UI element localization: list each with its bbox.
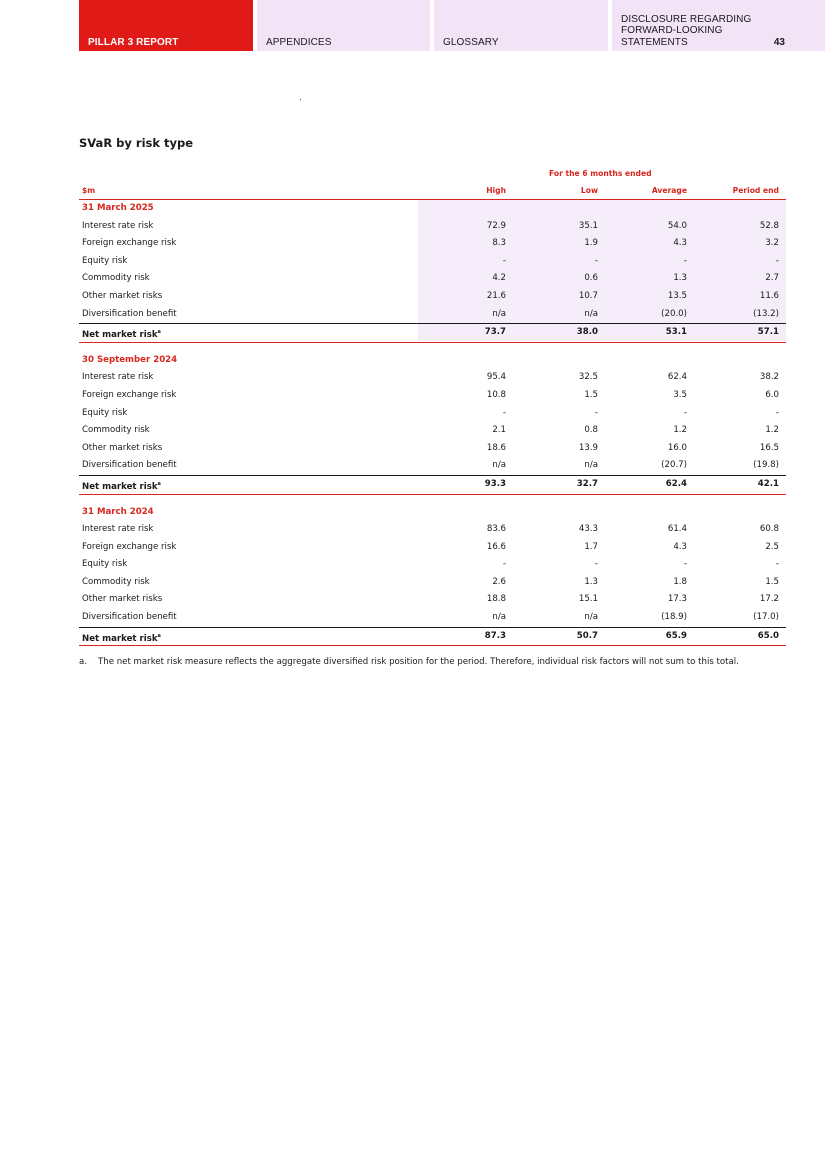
cell-low: 0.6 <box>584 273 598 284</box>
section-heading <box>79 504 786 522</box>
cell-period-end: 1.2 <box>765 425 779 436</box>
total-row <box>79 324 786 343</box>
cell-low: 15.1 <box>578 594 598 605</box>
cell-high: 83.6 <box>486 524 506 535</box>
total-cell-period-end: 42.1 <box>757 478 779 489</box>
tab-label: GLOSSARY <box>443 36 499 48</box>
table-row <box>79 591 786 609</box>
total-cell-average: 62.4 <box>665 478 687 489</box>
cell-high: - <box>502 407 506 418</box>
section-heading-label: 31 March 2025 <box>82 203 154 213</box>
cell-high: n/a <box>492 308 506 319</box>
table-row <box>79 369 786 387</box>
table-super-header <box>79 166 786 182</box>
cell-period-end: - <box>775 255 779 266</box>
cell-average: 54.0 <box>667 220 687 231</box>
cell-high: 2.1 <box>492 425 506 436</box>
cell-low: 35.1 <box>578 220 598 231</box>
tab-pillar-3-report[interactable] <box>79 0 253 51</box>
row-label: Diversification benefit <box>82 308 177 319</box>
row-label: Interest rate risk <box>82 220 154 231</box>
row-label: Commodity risk <box>82 273 150 284</box>
cell-period-end: 60.8 <box>759 524 779 535</box>
footnote-marker: a. <box>79 657 87 667</box>
tab-label: DISCLOSURE REGARDING FORWARD-LOOKING STATEMENTS <box>621 13 752 48</box>
total-label-text: Net market risk <box>82 633 158 644</box>
row-label: Interest rate risk <box>82 372 154 383</box>
cell-period-end: - <box>775 559 779 570</box>
footnote-ref: a <box>157 329 161 336</box>
page-number: 43 <box>773 37 785 48</box>
cell-high: 10.8 <box>486 389 506 400</box>
footnote-ref: a <box>157 632 161 639</box>
total-label <box>82 324 161 344</box>
total-cell-period-end: 65.0 <box>757 630 779 641</box>
table-row <box>79 521 786 539</box>
cell-period-end: 1.5 <box>765 576 779 587</box>
cell-period-end: 6.0 <box>765 389 779 400</box>
top-navigation <box>79 0 825 51</box>
cell-high: 95.4 <box>486 372 506 383</box>
row-label: Equity risk <box>82 407 128 418</box>
super-header-label: For the 6 months ended <box>549 169 652 178</box>
total-cell-average: 53.1 <box>665 327 687 338</box>
cell-low: n/a <box>584 612 598 623</box>
row-label: Equity risk <box>82 255 128 266</box>
total-cell-average: 65.9 <box>665 630 687 641</box>
cell-high: 16.6 <box>486 541 506 552</box>
cell-high: 18.8 <box>486 594 506 605</box>
cell-high: 18.6 <box>486 442 506 453</box>
page-title: SVaR by risk type <box>79 136 194 150</box>
cell-period-end: - <box>775 407 779 418</box>
total-cell-period-end: 57.1 <box>757 327 779 338</box>
cell-average: 4.3 <box>673 238 687 249</box>
table-row <box>79 457 786 476</box>
section-heading-label: 31 March 2024 <box>82 506 154 517</box>
cell-high: n/a <box>492 612 506 623</box>
row-label: Diversification benefit <box>82 612 177 623</box>
cell-average: - <box>683 407 687 418</box>
cell-average: 1.3 <box>673 273 687 284</box>
cell-high: - <box>502 559 506 570</box>
cell-period-end: 2.5 <box>765 541 779 552</box>
section-heading-label: 30 September 2024 <box>82 354 178 365</box>
row-label: Foreign exchange risk <box>82 238 177 249</box>
col-header-high: High <box>486 186 506 195</box>
row-label: Diversification benefit <box>82 460 177 471</box>
cell-low: 43.3 <box>578 524 598 535</box>
section-heading <box>79 200 786 218</box>
table-row <box>79 270 786 288</box>
total-cell-low: 38.0 <box>576 327 598 338</box>
table-row <box>79 218 786 236</box>
row-label: Foreign exchange risk <box>82 389 177 400</box>
cell-low: 1.7 <box>584 541 598 552</box>
total-cell-high: 87.3 <box>484 630 506 641</box>
cell-low: 1.5 <box>584 389 598 400</box>
cell-low: n/a <box>584 308 598 319</box>
stray-dot <box>300 99 301 100</box>
cell-low: 32.5 <box>578 372 598 383</box>
cell-high: - <box>502 255 506 266</box>
table-row <box>79 440 786 458</box>
cell-period-end: 11.6 <box>759 290 779 301</box>
section-spacer <box>79 495 786 504</box>
svar-table <box>79 166 786 646</box>
cell-period-end: 17.2 <box>759 594 779 605</box>
row-label: Other market risks <box>82 290 163 301</box>
cell-low: - <box>594 255 598 266</box>
cell-high: 4.2 <box>492 273 506 284</box>
col-header-unit: $m <box>82 186 96 195</box>
cell-high: n/a <box>492 460 506 471</box>
total-label-text: Net market risk <box>82 330 158 341</box>
row-label: Equity risk <box>82 559 128 570</box>
col-header-average: Average <box>651 186 687 195</box>
footnote-text: The net market risk measure reflects the aggregate diversified risk position for the period. Therefore, individual risk factors will not sum to this total. <box>98 657 739 667</box>
tab-appendices[interactable] <box>257 0 430 51</box>
table-row <box>79 609 786 628</box>
table-body <box>79 200 786 646</box>
cell-average: 62.4 <box>667 372 687 383</box>
cell-high: 72.9 <box>486 220 506 231</box>
total-cell-low: 50.7 <box>576 630 598 641</box>
row-label: Other market risks <box>82 442 163 453</box>
cell-low: 13.9 <box>578 442 598 453</box>
row-label: Interest rate risk <box>82 524 154 535</box>
cell-high: 8.3 <box>492 238 506 249</box>
cell-average: (18.9) <box>661 612 687 623</box>
cell-high: 2.6 <box>492 576 506 587</box>
col-header-period-end: Period end <box>732 186 779 195</box>
table-row <box>79 574 786 592</box>
cell-period-end: 16.5 <box>759 442 779 453</box>
total-label-text: Net market risk <box>82 481 158 492</box>
total-label <box>82 476 161 496</box>
cell-low: 0.8 <box>584 425 598 436</box>
total-row <box>79 476 786 495</box>
cell-low: 1.3 <box>584 576 598 587</box>
cell-average: 1.8 <box>673 576 687 587</box>
table-row <box>79 539 786 557</box>
cell-low: n/a <box>584 460 598 471</box>
cell-period-end: (19.8) <box>753 460 779 471</box>
tab-glossary[interactable] <box>434 0 608 51</box>
table-row <box>79 405 786 423</box>
cell-period-end: (17.0) <box>753 612 779 623</box>
cell-average: 13.5 <box>667 290 687 301</box>
cell-average: (20.7) <box>661 460 687 471</box>
section-heading <box>79 352 786 370</box>
table-header-row <box>79 182 786 200</box>
section-spacer <box>79 343 786 352</box>
cell-average: - <box>683 559 687 570</box>
total-label <box>82 628 161 648</box>
row-label: Commodity risk <box>82 425 150 436</box>
table-row <box>79 387 786 405</box>
cell-period-end: 3.2 <box>765 238 779 249</box>
total-row <box>79 628 786 647</box>
table-row <box>79 288 786 306</box>
total-cell-high: 73.7 <box>484 327 506 338</box>
tab-label: APPENDICES <box>266 36 332 48</box>
col-header-low: Low <box>580 186 598 195</box>
cell-average: - <box>683 255 687 266</box>
cell-average: 3.5 <box>673 389 687 400</box>
table-row <box>79 253 786 271</box>
footnote-ref: a <box>157 480 161 487</box>
total-cell-high: 93.3 <box>484 478 506 489</box>
table-row <box>79 556 786 574</box>
cell-average: (20.0) <box>661 308 687 319</box>
cell-period-end: 52.8 <box>759 220 779 231</box>
cell-low: 1.9 <box>584 238 598 249</box>
row-label: Commodity risk <box>82 576 150 587</box>
cell-low: 10.7 <box>578 290 598 301</box>
row-label: Foreign exchange risk <box>82 541 177 552</box>
cell-period-end: 2.7 <box>765 273 779 284</box>
cell-average: 1.2 <box>673 425 687 436</box>
tab-disclosure-forward-looking[interactable] <box>612 0 825 51</box>
cell-period-end: (13.2) <box>753 308 779 319</box>
tab-label: PILLAR 3 REPORT <box>88 36 179 48</box>
cell-average: 17.3 <box>667 594 687 605</box>
cell-average: 4.3 <box>673 541 687 552</box>
cell-low: - <box>594 407 598 418</box>
cell-high: 21.6 <box>486 290 506 301</box>
table-row <box>79 306 786 325</box>
cell-period-end: 38.2 <box>759 372 779 383</box>
total-cell-low: 32.7 <box>576 478 598 489</box>
cell-average: 61.4 <box>667 524 687 535</box>
table-row <box>79 422 786 440</box>
table-row <box>79 235 786 253</box>
cell-low: - <box>594 559 598 570</box>
cell-average: 16.0 <box>667 442 687 453</box>
row-label: Other market risks <box>82 594 163 605</box>
